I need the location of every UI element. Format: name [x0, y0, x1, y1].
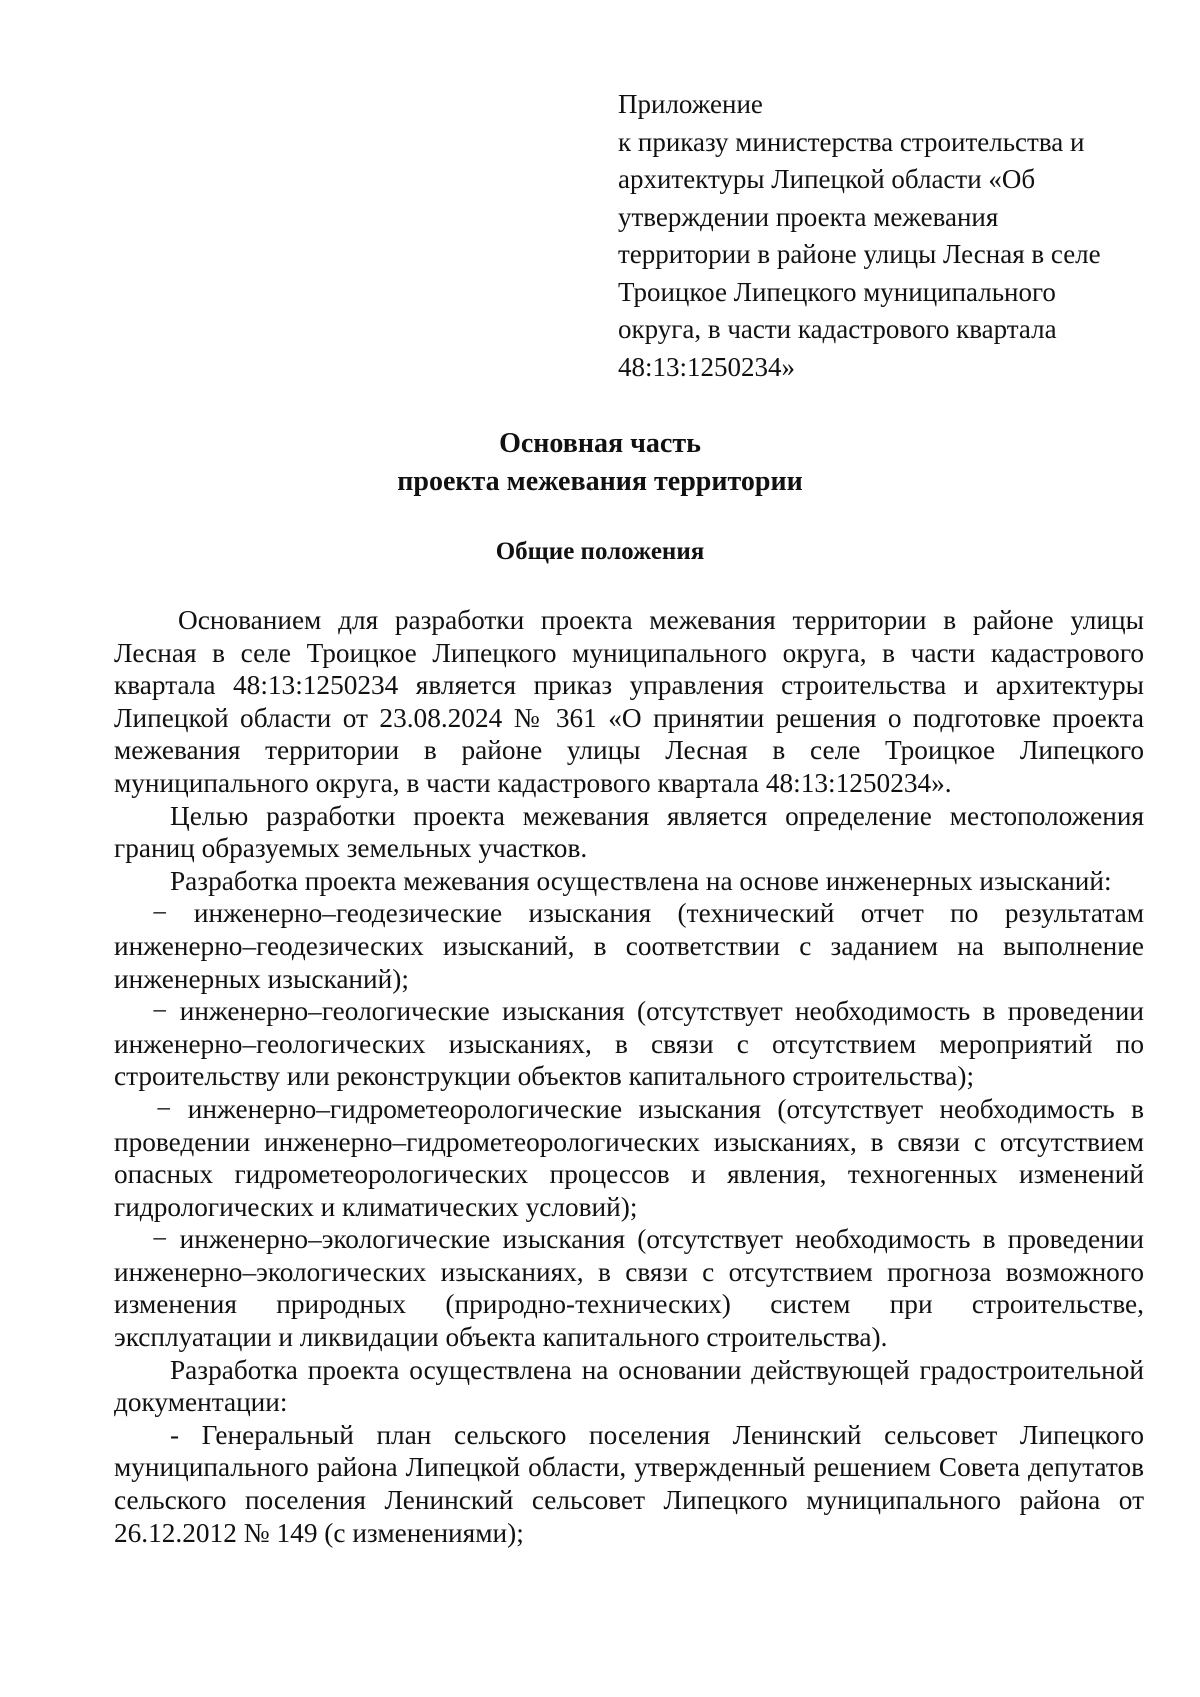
appendix-line: Приложение	[618, 89, 763, 119]
section-heading: Общие положения	[495, 538, 705, 565]
appendix-line: Троицкое Липецкого муниципального	[618, 276, 1056, 307]
list-item-geodetic-survey: − инженерно–геодезические изыскания (технический отчет по результатам инженерно–геодезических изысканий, в соответствии с заданием на выполнение инженерных изысканий);	[114, 898, 1144, 994]
appendix-line: округа, в части кадастрового квартала	[618, 314, 1057, 344]
list-item-general-plan: - Генеральный план сельского поселения Ленинский сельсовет Липецкого муниципального района Липецкой области, утвержденный решением Совета депутатов сельского поселения Ленинский сельсовет Липецкого муниципального района от 26.12.2012 № 149 (с изменениями);	[114, 1419, 1144, 1548]
document-title: Основная часть	[499, 428, 701, 459]
appendix-line: территории в районе улицы Лесная в селе	[618, 239, 1101, 269]
list-item-hydromet-survey: − инженерно–гидрометеорологические изыскания (отсутствует необходимость в проведении инженерно–гидрометеорологических изысканиях, в связи с отсутствием опасных гидрометеорологических процессов и явления, техногенных изменений гидрологических и климатических условий);	[114, 1093, 1144, 1222]
appendix-header	[618, 86, 1138, 386]
appendix-line: к приказу министерства строительства и	[618, 126, 1085, 157]
paragraph-docs-intro: Разработка проекта осуществлена на основании действующей градостроительной документации:	[114, 1354, 1144, 1418]
appendix-line: утверждении проекта межевания	[618, 201, 999, 232]
paragraph-surveys-intro: Разработка проекта межевания осуществлена на основе инженерных изысканий:	[170, 865, 1112, 896]
document-subtitle: проекта межевания территории	[397, 466, 803, 497]
list-item-geological-survey: − инженерно–геологические изыскания (отсутствует необходимость в проведении инженерно–геологических изысканиях, в связи с отсутствием мероприятий по строительству или реконструкции объектов капитального строительства);	[114, 996, 1144, 1092]
appendix-line: 48:13:1250234»	[618, 351, 796, 382]
document-body	[114, 604, 1144, 1549]
paragraph-goal: Целью разработки проекта межевания является определение местоположения границ образуемых земельных участков.	[114, 800, 1144, 864]
appendix-line: архитектуры Липецкой области «Об	[618, 164, 1036, 194]
paragraph-basis: Основанием для разработки проекта межевания территории в районе улицы Лесная в селе Троицкое Липецкого муниципального округа, в части кадастрового квартала 48:13:1250234 является приказ управления строительства и архитектуры Липецкой области от 23.08.2024 № 361 «О принятии решения о подготовке проекта межевания территории в районе улицы Лесная в селе Троицкое Липецкого муниципального округа, в части кадастрового квартала 48:13:1250234».	[114, 605, 1144, 798]
list-item-ecological-survey: − инженерно–экологические изыскания (отсутствует необходимость в проведении инженерно–экологических изысканиях, в связи с отсутствием прогноза возможного изменения природных (природно-технических) систем при строительстве, эксплуатации и ликвидации объекта капитального строительства).	[114, 1224, 1144, 1353]
